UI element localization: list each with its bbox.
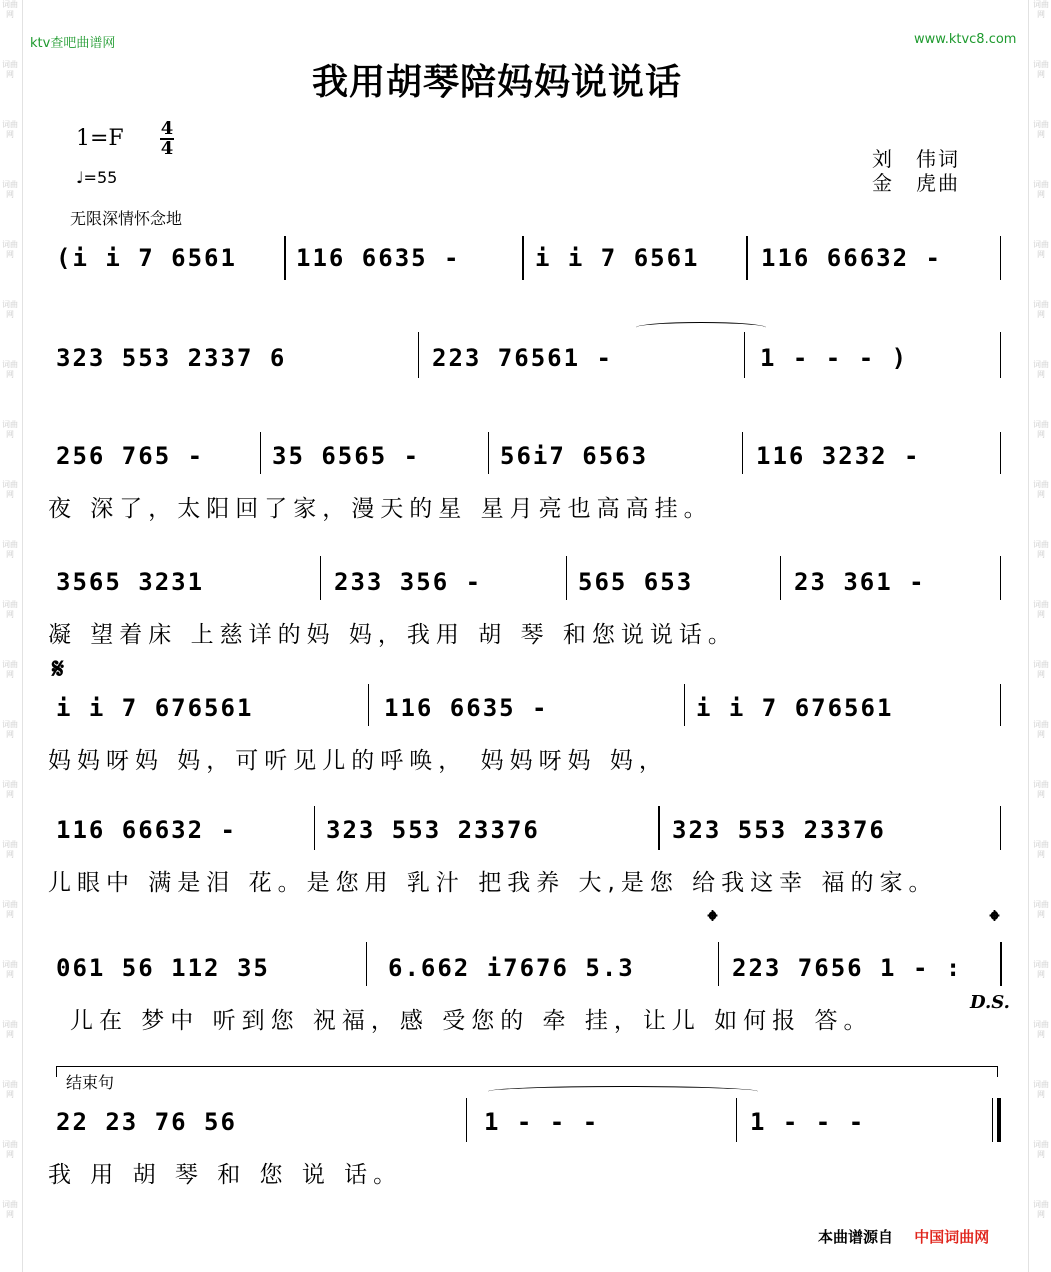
watermark-text: 词曲网 — [2, 0, 18, 19]
watermark-text: 词曲网 — [1033, 540, 1049, 559]
barline — [1000, 806, 1001, 850]
repeat-barline — [1000, 942, 1002, 986]
row5-measure-2: 116 6635 - — [384, 694, 549, 722]
watermark-text: 词曲网 — [1033, 780, 1049, 799]
row3-measure-4: 116 3232 - — [756, 442, 921, 470]
time-signature-top: 4 — [160, 118, 174, 139]
row4-measure-1: 3565 3231 — [56, 568, 205, 596]
row8-measure-1: 22 23 76 56 — [56, 1108, 237, 1136]
watermark-text: 词曲网 — [2, 720, 18, 739]
final-barline-thin — [992, 1098, 993, 1142]
barline — [260, 432, 261, 474]
barline — [746, 236, 748, 280]
row1-measure-1: (i i 7 6561 — [56, 244, 237, 272]
row6-measure-2: 323 553 23376 — [326, 816, 540, 844]
watermark-text: 词曲网 — [1033, 360, 1049, 379]
row1-measure-4: 116 66632 - — [761, 244, 942, 272]
watermark-text: 词曲网 — [1033, 1200, 1049, 1219]
barline — [1000, 236, 1001, 280]
watermark-text: 词曲网 — [2, 300, 18, 319]
watermark-text: 词曲网 — [1033, 60, 1049, 79]
barline — [466, 1098, 467, 1142]
barline — [566, 556, 567, 600]
barline — [744, 332, 745, 378]
row8-measure-3: 1 - - - — [750, 1108, 866, 1136]
header-site-right[interactable]: www.ktvc8.com — [914, 32, 1017, 47]
barline — [1000, 684, 1001, 726]
row5-measure-1: i i 7 676561 — [56, 694, 254, 722]
row3-measure-1: 256 765 - — [56, 442, 205, 470]
notation-row-1 — [56, 244, 237, 272]
row2-measure-1: 323 553 2337 6 — [56, 344, 287, 372]
row1-measure-2: 116 6635 - — [296, 244, 461, 272]
song-title: 我用胡琴陪妈妈说说话 — [312, 62, 683, 103]
tempo-mark: ♩=55 — [76, 168, 118, 187]
watermark-text: 词曲网 — [1033, 240, 1049, 259]
watermark-text: 词曲网 — [1033, 720, 1049, 739]
row7-measure-3: 223 7656 1 - : — [732, 954, 963, 982]
watermark-text: 词曲网 — [2, 600, 18, 619]
row3-measure-3: 56i7 6563 — [500, 442, 649, 470]
watermark-text: 词曲网 — [2, 60, 18, 79]
lyrics-row-8: 我 用 胡 琴 和 您 说 话。 — [48, 1162, 403, 1188]
tie-arc — [636, 322, 766, 333]
lyrics-row-4: 凝 望着床 上慈详的妈 妈，我用 胡 琴 和您说说话。 — [48, 622, 737, 648]
watermark-text: 词曲网 — [1033, 0, 1049, 19]
lyrics-row-5: 妈妈呀妈 妈，可听见儿的呼唤， 妈妈呀妈 妈， — [48, 748, 668, 774]
watermark-text: 词曲网 — [2, 480, 18, 499]
header-site-left[interactable]: ktv查吧曲谱网 — [30, 36, 116, 51]
barline — [488, 432, 489, 474]
barline — [368, 684, 369, 726]
watermark-text: 词曲网 — [2, 120, 18, 139]
watermark-text: 词曲网 — [1033, 180, 1049, 199]
ending-label: 结束句 — [66, 1073, 115, 1092]
row8-measure-2: 1 - - - — [484, 1108, 600, 1136]
segno-sign: 𝄋 — [52, 652, 65, 685]
watermark-text: 词曲网 — [1033, 660, 1049, 679]
row2-measure-2: 223 76561 - — [432, 344, 613, 372]
watermark-text: 词曲网 — [2, 540, 18, 559]
watermark-text: 词曲网 — [2, 240, 18, 259]
row4-measure-4: 23 361 - — [794, 568, 926, 596]
watermark-text: 词曲网 — [1033, 1020, 1049, 1039]
row6-measure-1: 116 66632 - — [56, 816, 237, 844]
row4-measure-3: 565 653 — [578, 568, 694, 596]
lyrics-row-3: 夜 深了，太阳回了家，漫天的星 星月亮也高高挂。 — [48, 496, 713, 522]
watermark-text: 词曲网 — [2, 1200, 18, 1219]
lyrics-row-7: 儿在 梦中 听到您 祝福，感 受您的 牵 挂，让儿 如何报 答。 — [70, 1008, 873, 1034]
barline — [1000, 556, 1001, 600]
row7-measure-1: 061 56 112 35 — [56, 954, 270, 982]
watermark-text: 词曲网 — [1033, 960, 1049, 979]
key-signature: 1=F — [76, 126, 124, 151]
row3-measure-2: 35 6565 - — [272, 442, 421, 470]
watermark-text: 词曲网 — [2, 840, 18, 859]
barline — [658, 806, 660, 850]
watermark-text: 词曲网 — [1033, 300, 1049, 319]
row2-measure-3: 1 - - - ) — [760, 344, 909, 372]
row1-measure-3: i i 7 6561 — [535, 244, 700, 272]
lyricist-credit: 刘 伟词 — [872, 147, 960, 171]
footer-label: 本曲谱源自 — [818, 1228, 894, 1246]
footer-source-link[interactable]: 中国词曲网 — [914, 1228, 990, 1246]
watermark-text: 词曲网 — [1033, 480, 1049, 499]
watermark-text: 词曲网 — [2, 900, 18, 919]
watermark-text: 词曲网 — [2, 1080, 18, 1099]
barline — [314, 806, 315, 850]
barline — [320, 556, 321, 600]
watermark-text: 词曲网 — [1033, 900, 1049, 919]
barline — [418, 332, 419, 378]
row5-measure-3: i i 7 676561 — [696, 694, 894, 722]
time-signature — [157, 120, 177, 158]
tie-arc — [488, 1086, 758, 1097]
watermark-text: 词曲网 — [1033, 420, 1049, 439]
ds-mark: D.S. — [970, 992, 1010, 1013]
barline — [1000, 332, 1001, 378]
footer — [818, 1226, 989, 1247]
row4-measure-2: 233 356 - — [334, 568, 483, 596]
barline — [718, 942, 719, 986]
barline — [684, 684, 685, 726]
row6-measure-3: 323 553 23376 — [672, 816, 886, 844]
side-watermark-right — [1031, 0, 1051, 1272]
row7-measure-2: 6.662 i7676 5.3 — [388, 954, 635, 982]
coda-sign: 𝄌 — [708, 906, 717, 936]
expression-mark: 无限深情怀念地 — [70, 209, 183, 228]
watermark-text: 词曲网 — [1033, 1080, 1049, 1099]
margin-line-right — [1028, 0, 1029, 1272]
side-watermark-left — [0, 0, 20, 1272]
watermark-text: 词曲网 — [2, 660, 18, 679]
time-signature-bottom: 4 — [160, 138, 174, 159]
watermark-text: 词曲网 — [1033, 1140, 1049, 1159]
barline — [366, 942, 367, 986]
ending-bracket — [56, 1066, 998, 1077]
watermark-text: 词曲网 — [2, 1020, 18, 1039]
watermark-text: 词曲网 — [1033, 120, 1049, 139]
barline — [736, 1098, 737, 1142]
composer-credit: 金 虎曲 — [872, 171, 960, 195]
barline — [284, 236, 286, 280]
watermark-text: 词曲网 — [2, 360, 18, 379]
lyrics-row-6: 儿眼中 满是泪 花。是您用 乳汁 把我养 大,是您 给我这幸 福的家。 — [48, 870, 938, 896]
watermark-text: 词曲网 — [2, 420, 18, 439]
watermark-text: 词曲网 — [1033, 600, 1049, 619]
watermark-text: 词曲网 — [2, 780, 18, 799]
watermark-text: 词曲网 — [2, 180, 18, 199]
margin-line-left — [22, 0, 23, 1272]
barline — [780, 556, 781, 600]
watermark-text: 词曲网 — [2, 1140, 18, 1159]
watermark-text: 词曲网 — [2, 960, 18, 979]
barline — [742, 432, 743, 474]
final-barline-thick — [997, 1098, 1001, 1142]
barline — [1000, 432, 1001, 474]
barline — [522, 236, 524, 280]
watermark-text: 词曲网 — [1033, 840, 1049, 859]
coda-sign-end: 𝄌 — [990, 906, 999, 936]
